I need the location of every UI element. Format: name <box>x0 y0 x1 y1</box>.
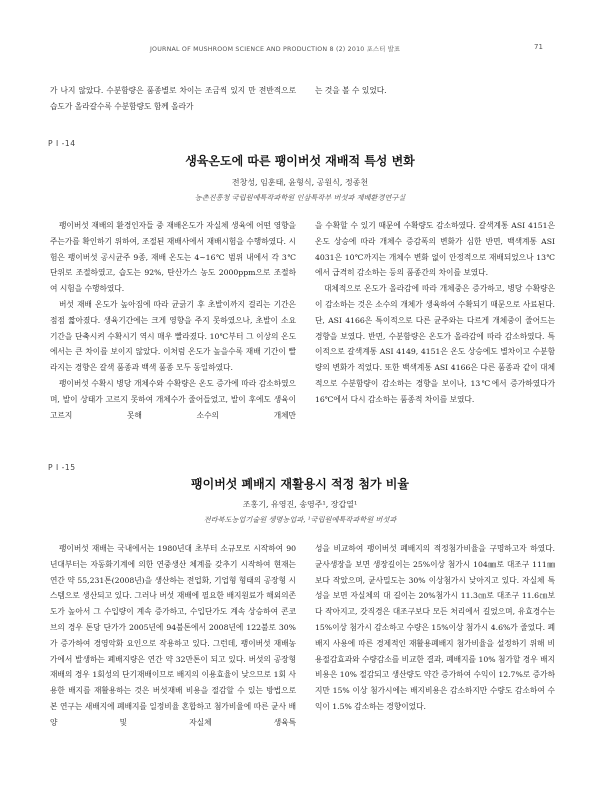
article-title: 팽이버섯 폐배지 재활용시 적정 첨가 비율 <box>191 477 409 491</box>
article-right-column <box>315 218 555 408</box>
page-number: 71 <box>534 43 543 51</box>
body-paragraph: 팽이버섯 수확시 병당 개체수와 수확량은 온도 증가에 따라 감소하였으며, 발이 상태가 고르지 못하여 개체수가 줄어들었고, 발이 후에도 생육이 고르지 못해 소수의 개체만 <box>50 378 296 420</box>
article-right-column <box>315 541 555 715</box>
continuation-paragraph: 는 것을 볼 수 있었다. <box>315 86 387 95</box>
article-label: P I -14 <box>48 139 76 148</box>
article-authors: 전창성, 임훈태, 윤형식, 공원식, 정종천 <box>231 178 369 187</box>
body-paragraph: 팽이버섯 재배는 국내에서는 1980년대 초부터 소규모로 시작하여 90년대부터는 자동화기계에 의한 연중생산 체계를 갖추기 시작하여 현재는 연간 약 55,231톤(2008년)을 생산하는 전업화, 기업형 형태의 공장형 시스템으로 생산되고 있다. 그러나 버섯 재배에 필요한 배지원료가 해외의존도가 높아서 그 수입량이 계속 증가하고, 수입단가도 계속 상승하여 콘코브의 경우 톤당 단가가 2005년에 94불톤에서 2008년에 122불로 30%가 증가하여 경영악화 요인으로 작용하고 있다. 그런데, 팽이버섯 재배농가에서 발생하는 폐배지량은 연간 약 32만톤이 되고 있다. 버섯의 공장형 재배의 경우 1회성의 단기재배이므로 배지의 이용효율이 낮으므로 1회 사용한 배지를 재활용하는 것은 버섯재배 비용을 절감할 수 있는 방법으로 본 연구는 새배지에 폐배지를 일정비율 혼합하고 첨가비율에 따른 균사 배양 및 자실체 생육특 <box>50 544 296 727</box>
article-left-column <box>50 218 296 423</box>
body-paragraph: 대체적으로 온도가 올라감에 따라 개체중은 증가하고, 병당 수확량은 이 감소하는 것은 소수의 개체가 생육하여 수확되기 때문으로 사료된다. 단, ASI 4166은 특이적으로 다른 균주와는 다르게 개체중이 줄어드는 경향을 보였다. 반면, 수분함량은 온도가 올라감에 따라 감소하였다. 특이적으로 갈색계통 ASI 4149, 4151은 온도 상승에도 별차이고 수분함량의 변화가 적었다. 또한 백색계통 ASI 4166은 다른 품종과 같이 대체적으로 수분함량이 감소하는 경향을 보이나, 13℃에서 증가하였다가 16℃에서 다시 감소하는 품종적 차이를 보였다. <box>315 284 555 404</box>
running-header: JOURNAL OF MUSHROOM SCIENCE AND PRODUCTION 8 (2) 2010 포스터 발표 <box>150 46 401 53</box>
body-paragraph: 을 수확할 수 있기 때문에 수확량도 감소하였다. 갈색계통 ASI 4151은 온도 상승에 따라 개체수 증감폭의 변화가 심한 반면, 백색계통 ASI 4031은 10℃까지는 개체수 변화 없이 안정적으로 재배되었으나 13℃에서 급격히 감소하는 등의 품종간의 차이를 보였다. <box>315 221 555 278</box>
body-paragraph: 팽이버섯 재배의 환경인자들 중 재배온도가 자실체 생육에 어떤 영향을 주는가를 확인하기 위하여, 조절된 재배사에서 재배시험을 수행하였다. 시험은 팽이버섯 공시균주 9종, 재배 온도는 4~16℃ 범위 내에서 각 3℃ 단위로 조절하였고, 습도는 92%, 탄산가스 농도 2000ppm으로 조절하여 시험을 수행하였다. <box>50 221 296 294</box>
article-affiliation: 농촌진흥청 국립원예특작과학원 인삼특작부 버섯과 재배환경연구실 <box>194 193 406 202</box>
article-left-column <box>50 541 296 731</box>
article-authors: 조홍기, 유영진, 송영주¹, 장갑열¹ <box>242 500 358 509</box>
continuation-right-column <box>315 83 555 99</box>
body-paragraph: 버섯 재배 온도가 높아짐에 따라 균긁기 후 초발이까지 걸리는 기간은 점점 짧아졌다. 생육기간에는 크게 영향을 주지 못하였으나, 초발이 소요기간을 단축시켜 수확시기 역시 매우 빨라졌다. 10℃부터 그 이상의 온도에서는 큰 차이를 보이지 않았다. 이처럼 온도가 높을수록 재배 기간이 빨라지는 경향은 갈색 품종과 백색 품종 모두 동일하였다. <box>50 299 296 373</box>
article-title: 생육온도에 따른 팽이버섯 재배적 특성 변화 <box>185 154 415 168</box>
continuation-paragraph: 가 나지 않았다. 수분함량은 품종별로 차이는 조금씩 있지 만 전반적으로 습도가 올라갈수록 수분함량도 함께 올라가 <box>50 86 296 111</box>
continuation-left-column <box>50 83 296 115</box>
body-paragraph: 성을 비교하여 팽이버섯 폐배지의 적정첨가비율을 구명하고자 하였다. 균사생장을 보면 생장길이는 25%이상 첨가시 104㎜로 대조구 111㎜보다 작았으며, 균사밀도는 30% 이상첨가시 낮아지고 있다. 자실체 특성을 보면 자실체의 대 길이는 20%첨가시 11.3㎝로 대조구 11.6㎝보다 작아지고, 갓직경은 대조구보다 모든 처리에서 길었으며, 유효경수는 15%이상 첨가시 감소하고 수량은 15%이상 첨가시 4.6%가 줄었다. 폐배지 사용에 따른 경제적인 재활용폐배지 첨가비율을 설정하기 위해 비용절감효과와 수량감소를 비교한 결과, 폐배지를 10% 첨가할 경우 배지비용은 10% 절감되고 생산량도 약간 증가하여 수익이 12.7%로 증가하지만 15% 이상 첨가시에는 배지비용은 감소하지만 수량도 감소하여 수익이 1.5% 감소하는 경향이었다. <box>315 544 555 711</box>
article-label: P I -15 <box>48 463 76 472</box>
article-affiliation: 전라북도농업기술원 생명농업과, ¹국립원예특작과학원 버섯과 <box>203 515 397 524</box>
